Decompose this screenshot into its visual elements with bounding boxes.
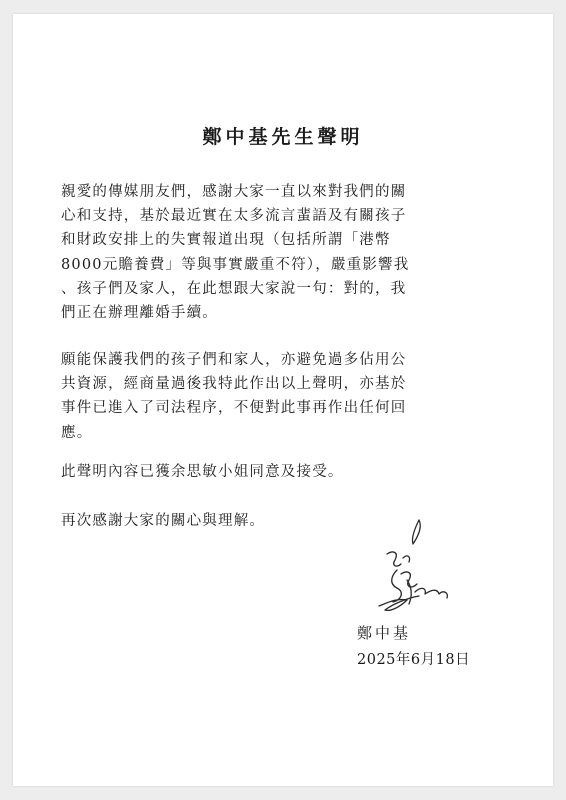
text-line: 事件已進入了司法程序，不便對此事再作出任何回 [61,400,407,417]
text-line: 、孩子們及家人，在此想跟大家說一句：對的，我 [61,280,407,297]
text-line: 心和支持，基於最近實在太多流言蜚語及有關孩子 [61,208,407,225]
text-line: 親愛的傳媒朋友們，感謝大家一直以來對我們的關 [61,184,407,200]
statement-date: 2025年6月18日 [357,652,471,668]
signer-name: 鄭中基 [357,624,412,642]
text-line: 願能保護我們的孩子們和家人，亦避免過多佔用公 [61,352,407,368]
statement-page [13,14,553,786]
text-line: 應。 [61,424,93,441]
text-line: 們正在辦理離婚手續。 [61,305,218,322]
paragraph-2 [61,348,516,445]
text-line: 此聲明內容已獲余思敏小姐同意及接受。 [61,464,344,480]
text-line: 8000元贍養費」等與事實嚴重不符），嚴重影響我 [61,256,410,273]
text-line: 再次感謝大家的關心與理解。 [61,513,266,529]
handwritten-signature [367,514,457,622]
text-line: 和財政安排上的失實報道出現（包括所謂「港幣 [61,232,391,249]
text-line: 共資源，經商量過後我特此作出以上聲明，亦基於 [61,376,407,393]
statement-title: 鄭中基先生聲明 [202,126,364,148]
paragraph-1 [61,180,516,325]
paragraph-3 [61,460,516,484]
